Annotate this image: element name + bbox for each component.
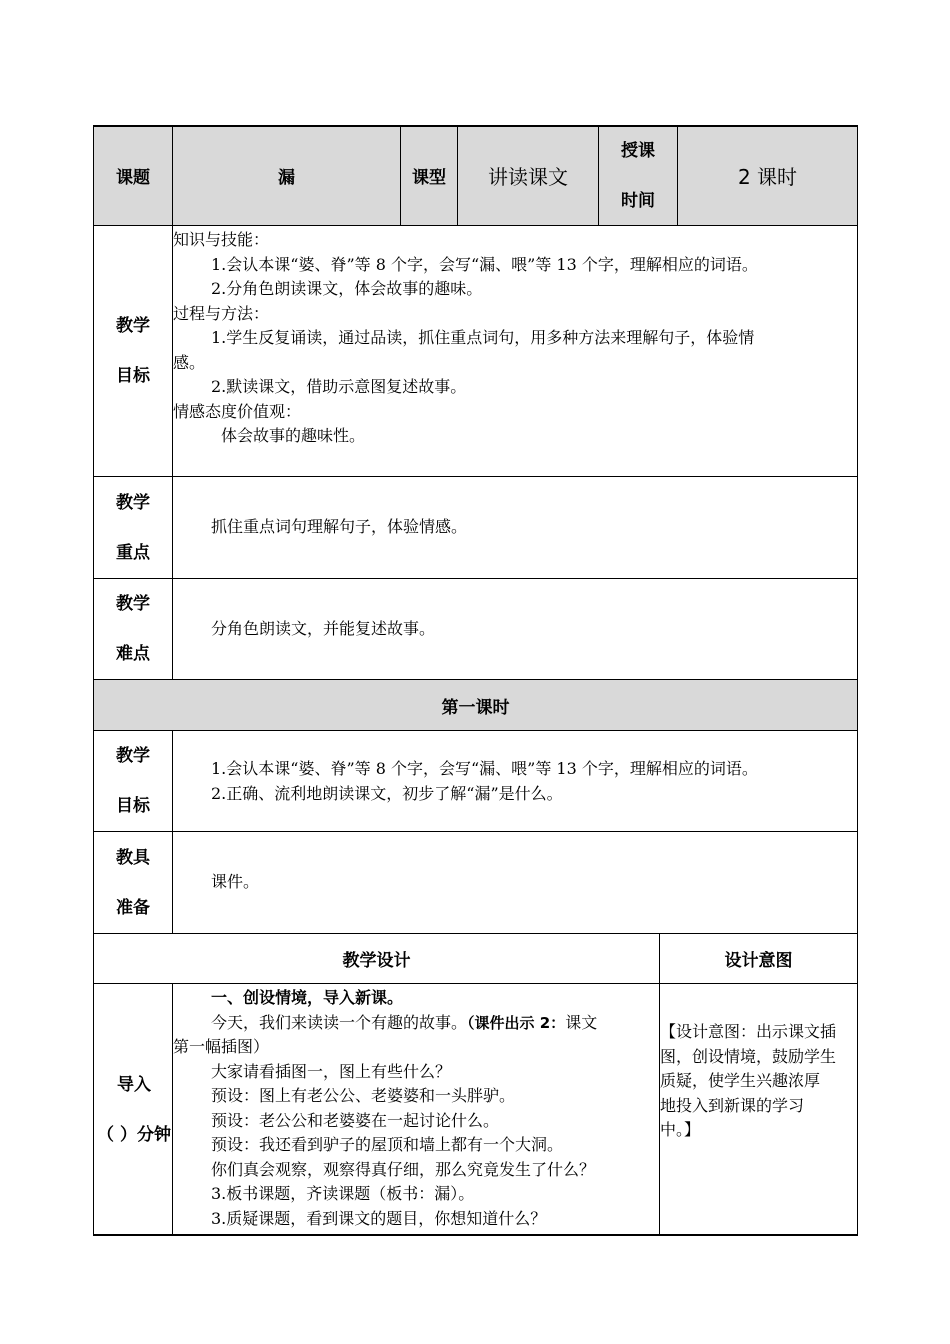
first-lesson-title: 第一课时 xyxy=(441,697,510,718)
objectives-label-line1: 教学 xyxy=(116,316,150,336)
lesson-objectives-label-line1: 教学 xyxy=(116,746,150,766)
objectives-line: 1.会认本课“婆、脊”等 8 个字，会写“漏、喂”等 13 个字，理解相应的词语。 xyxy=(211,254,758,274)
intro-line: 3.质疑课题，看到课文的题目，你想知道什么？ xyxy=(211,1208,547,1228)
lesson-objectives-label-line2: 目标 xyxy=(116,796,150,816)
intro-line: 预设：老公公和老婆婆在一起讨论什么。 xyxy=(211,1110,500,1130)
topic-label: 课题 xyxy=(116,168,150,188)
grid-line xyxy=(172,730,173,933)
time-label xyxy=(599,126,677,225)
objectives-line: 过程与方法： xyxy=(173,303,270,323)
difficulties-label xyxy=(94,579,172,679)
intro-line1-text: 今天，我们来读读一个有趣的故事。 xyxy=(211,1012,468,1032)
intro-label-line2: （ ）分钟 xyxy=(97,1125,171,1145)
intro-line: 第一幅插图） xyxy=(173,1037,270,1056)
key-points-label-line1: 教学 xyxy=(116,492,150,513)
lesson-objectives-content xyxy=(211,757,758,806)
lesson-objectives-label xyxy=(94,731,172,831)
tools-label-line1: 教具 xyxy=(116,847,150,868)
intro-line: 预设：我还看到驴子的屋顶和墙上都有一个大洞。 xyxy=(211,1135,564,1154)
intro-label-line1: 导入 xyxy=(117,1075,151,1095)
key-points-label xyxy=(94,477,172,578)
intro-heading: 一、创设情境，导入新课。 xyxy=(211,988,404,1007)
grid-line xyxy=(93,983,858,984)
intro-line: 大家请看插图一，图上有些什么？ xyxy=(211,1061,452,1081)
objectives-line: 2.分角色朗读课文，体会故事的趣味。 xyxy=(211,279,483,298)
objectives-line: 知识与技能： xyxy=(173,230,270,249)
grid-line xyxy=(93,1234,858,1236)
objectives-line: 体会故事的趣味性。 xyxy=(221,426,366,445)
intro-line: 3.板书课题，齐读课题（板书：漏）。 xyxy=(211,1184,475,1203)
objectives-line: 情感态度价值观： xyxy=(173,401,302,421)
grid-line xyxy=(93,730,858,731)
intent-line: 质疑，使学生兴趣浓厚 xyxy=(660,1071,821,1090)
intent-line: 【设计意图：出示课文插 xyxy=(660,1022,837,1041)
topic-value: 漏 xyxy=(278,168,295,188)
lesson-objectives-line: 2.正确、流利地朗读课文，初步了解“漏”是什么。 xyxy=(211,783,563,803)
difficulties-text: 分角色朗读文，并能复述故事。 xyxy=(211,619,436,638)
type-value: 讲读课文 xyxy=(488,165,568,189)
type-label: 课型 xyxy=(412,168,446,188)
key-points-text: 抓住重点词句理解句子，体验情感。 xyxy=(211,517,468,536)
tools-label-line2: 准备 xyxy=(116,897,150,918)
tools-label xyxy=(94,832,172,933)
time-value: 2 课时 xyxy=(737,165,798,189)
tools-text: 课件。 xyxy=(211,872,260,891)
grid-line xyxy=(93,476,858,477)
intent-header: 设计意图 xyxy=(724,951,793,971)
grid-line xyxy=(93,225,858,226)
objectives-label xyxy=(94,226,172,476)
intent-line: 中。】 xyxy=(660,1120,701,1139)
objectives-content xyxy=(173,228,857,449)
grid-line xyxy=(93,831,858,832)
time-label-line2: 时间 xyxy=(621,190,655,211)
grid-line xyxy=(857,125,858,1236)
intro-line: 你们真会观察，观察得真仔细，那么究竟发生了什么？ xyxy=(211,1159,596,1179)
intent-line: 地投入到新课的学习 xyxy=(660,1095,805,1115)
lesson-objectives-line: 1.会认本课“婆、脊”等 8 个字，会写“漏、喂”等 13 个字，理解相应的词语。 xyxy=(211,759,758,778)
intro-line1-tail: 课文 xyxy=(565,1012,598,1032)
intro-content xyxy=(173,986,659,1231)
difficulties-label-line2: 难点 xyxy=(116,644,150,664)
intro-line xyxy=(173,1011,659,1036)
intent-line: 图，创设情境，鼓励学生 xyxy=(660,1046,837,1066)
objectives-line: 感。 xyxy=(173,352,206,372)
grid-line xyxy=(93,578,858,579)
intro-label xyxy=(94,1060,174,1160)
objectives-line: 1.学生反复诵读，通过品读，抓住重点词句，用多种方法来理解句子，体验情 xyxy=(211,328,755,347)
objectives-label-line2: 目标 xyxy=(116,366,150,386)
intro-line: 预设：图上有老公公、老婆婆和一头胖驴。 xyxy=(211,1086,516,1105)
difficulties-label-line1: 教学 xyxy=(116,594,150,614)
intro-courseware-note: （课件出示 2： xyxy=(467,1013,566,1032)
objectives-line: 2.默读课文，借助示意图复述故事。 xyxy=(211,377,467,396)
design-header: 教学设计 xyxy=(342,951,411,971)
key-points-label-line2: 重点 xyxy=(116,542,150,563)
time-label-line1: 授课 xyxy=(621,140,655,161)
intro-intent xyxy=(660,1020,857,1143)
